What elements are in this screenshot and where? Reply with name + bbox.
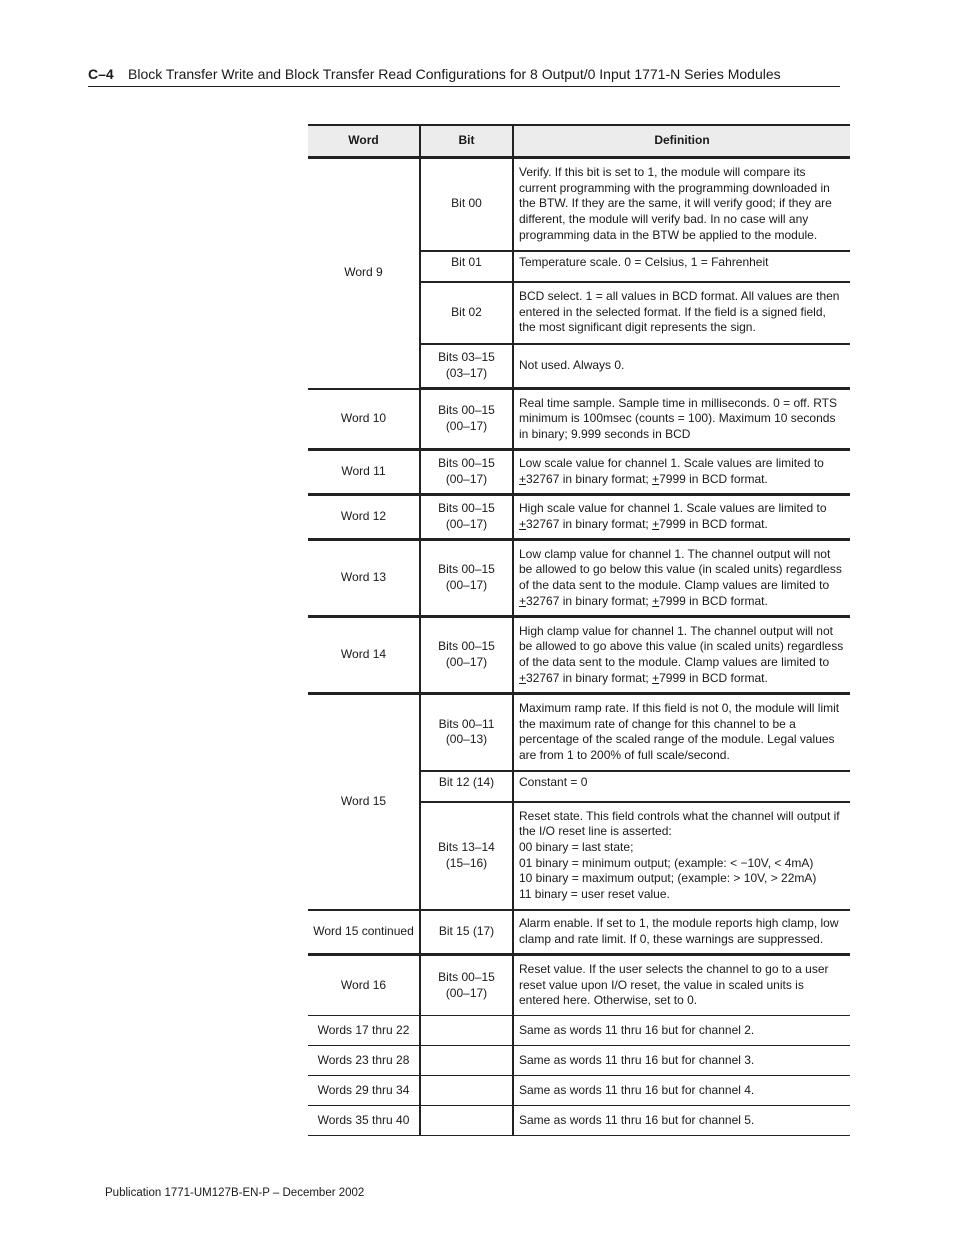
table-row <box>308 389 850 450</box>
bit-cell: Bits 00–15 (00–17) <box>420 450 513 495</box>
table-row <box>308 617 850 694</box>
definition-cell: Temperature scale. 0 = Celsius, 1 = Fahrenheit <box>513 251 850 282</box>
table-row <box>308 495 850 540</box>
bit-cell: Bit 00 <box>420 158 513 251</box>
definition-cell <box>513 802 850 910</box>
table-row <box>308 955 850 1016</box>
word-cell: Word 13 <box>308 540 420 617</box>
word-cell: Words 29 thru 34 <box>308 1076 420 1106</box>
bit-cell: Bit 02 <box>420 282 513 344</box>
table-row <box>308 910 850 955</box>
definition-line: 11 binary = user reset value. <box>519 886 670 901</box>
definition-cell: Reset value. If the user selects the channel to go to a user reset value upon I/O reset, the value in scaled units is entered here. Otherwise, set to 0. <box>513 955 850 1016</box>
table-row <box>308 1016 850 1046</box>
bit-cell <box>420 1046 513 1076</box>
bit-cell: Bits 00–15 (00–17) <box>420 955 513 1016</box>
definition-cell: Same as words 11 thru 16 but for channel 4. <box>513 1076 850 1106</box>
page-title: Block Transfer Write and Block Transfer Read Configurations for 8 Output/0 Input 1771-N Series Modules <box>128 66 781 82</box>
definition-line: 10 binary = maximum output; (example: > 10V, > 22mA) <box>519 871 817 886</box>
table-row <box>308 1046 850 1076</box>
definition-cell: Same as words 11 thru 16 but for channel 3. <box>513 1046 850 1076</box>
bit-cell <box>420 1076 513 1106</box>
bit-cell: Bit 01 <box>420 251 513 282</box>
table-row <box>308 1076 850 1106</box>
table-row <box>308 450 850 495</box>
bit-cell: Bits 00–15 (00–17) <box>420 389 513 450</box>
word-cell: Word 16 <box>308 955 420 1016</box>
word-cell: Word 14 <box>308 617 420 694</box>
table-row <box>308 540 850 617</box>
table-row <box>308 694 850 771</box>
column-header-definition: Definition <box>513 125 850 158</box>
table-row <box>308 1106 850 1136</box>
bit-cell: Bits 13–14 (15–16) <box>420 802 513 910</box>
definition-cell: Low scale value for channel 1. Scale values are limited to +32767 in binary format; +7999 in BCD format. <box>513 450 850 495</box>
word-cell: Words 17 thru 22 <box>308 1016 420 1046</box>
table-row <box>308 158 850 251</box>
column-header-word: Word <box>308 125 420 158</box>
bit-cell: Bits 00–15 (00–17) <box>420 617 513 694</box>
word-cell: Word 11 <box>308 450 420 495</box>
definition-line: Reset state. This field controls what the channel will output if the I/O reset line is asserted: <box>519 808 840 839</box>
definition-cell: Constant = 0 <box>513 771 850 802</box>
table-header-row <box>308 125 850 158</box>
definition-cell: Maximum ramp rate. If this field is not 0, the module will limit the maximum rate of change for this channel to be a percentage of the scaled range of the module. Legal values are from 1 to 200% of full scale/second. <box>513 694 850 771</box>
definition-cell: Not used. Always 0. <box>513 344 850 389</box>
publication-footer: Publication 1771-UM127B-EN-P – December 2002 <box>105 1187 365 1199</box>
word-cell: Word 15 <box>308 694 420 910</box>
word-cell: Words 23 thru 28 <box>308 1046 420 1076</box>
definition-cell: Same as words 11 thru 16 but for channel 2. <box>513 1016 850 1046</box>
definition-line: 01 binary = minimum output; (example: < −10V, < 4mA) <box>519 855 814 870</box>
bit-cell <box>420 1016 513 1046</box>
bit-cell: Bits 00–11 (00–13) <box>420 694 513 771</box>
bit-cell <box>420 1106 513 1136</box>
bit-cell: Bits 00–15 (00–17) <box>420 495 513 540</box>
bit-cell: Bits 00–15 (00–17) <box>420 540 513 617</box>
definition-cell: Alarm enable. If set to 1, the module reports high clamp, low clamp and rate limit. If 0, these warnings are suppressed. <box>513 910 850 955</box>
definition-cell: Same as words 11 thru 16 but for channel 5. <box>513 1106 850 1136</box>
definition-cell: High scale value for channel 1. Scale values are limited to +32767 in binary format; +7999 in BCD format. <box>513 495 850 540</box>
definition-line: 00 binary = last state; <box>519 839 634 854</box>
bit-cell: Bit 15 (17) <box>420 910 513 955</box>
definition-cell: High clamp value for channel 1. The channel output will not be allowed to go above this value (in scaled units) regardless of the data sent to the module. Clamp values are limited to +32767 in binary format; +7999 in BCD format. <box>513 617 850 694</box>
column-header-bit: Bit <box>420 125 513 158</box>
bit-cell: Bit 12 (14) <box>420 771 513 802</box>
definition-cell: Real time sample. Sample time in milliseconds. 0 = off. RTS minimum is 100msec (counts = 100). Maximum 10 seconds in binary; 9.999 seconds in BCD <box>513 389 850 450</box>
word-cell: Word 10 <box>308 389 420 450</box>
word-cell: Words 35 thru 40 <box>308 1106 420 1136</box>
configuration-table <box>308 124 850 1136</box>
definition-cell: BCD select. 1 = all values in BCD format. All values are then entered in the selected format. If the field is a signed field, the most significant digit represents the sign. <box>513 282 850 344</box>
word-cell: Word 15 continued <box>308 910 420 955</box>
definition-cell: Low clamp value for channel 1. The channel output will not be allowed to go below this value (in scaled units) regardless of the data sent to the module. Clamp values are limited to +32767 in binary format; +7999 in BCD format. <box>513 540 850 617</box>
word-cell: Word 12 <box>308 495 420 540</box>
definition-cell: Verify. If this bit is set to 1, the module will compare its current programming with the programming downloaded in the BTW. If they are the same, it will verify good; if they are different, the module will verify bad. In no case will any programming data in the BTW be applied to the module. <box>513 158 850 251</box>
page-header <box>88 64 840 87</box>
word-cell: Word 9 <box>308 158 420 389</box>
page-number: C–4 <box>88 66 114 82</box>
bit-cell: Bits 03–15 (03–17) <box>420 344 513 389</box>
